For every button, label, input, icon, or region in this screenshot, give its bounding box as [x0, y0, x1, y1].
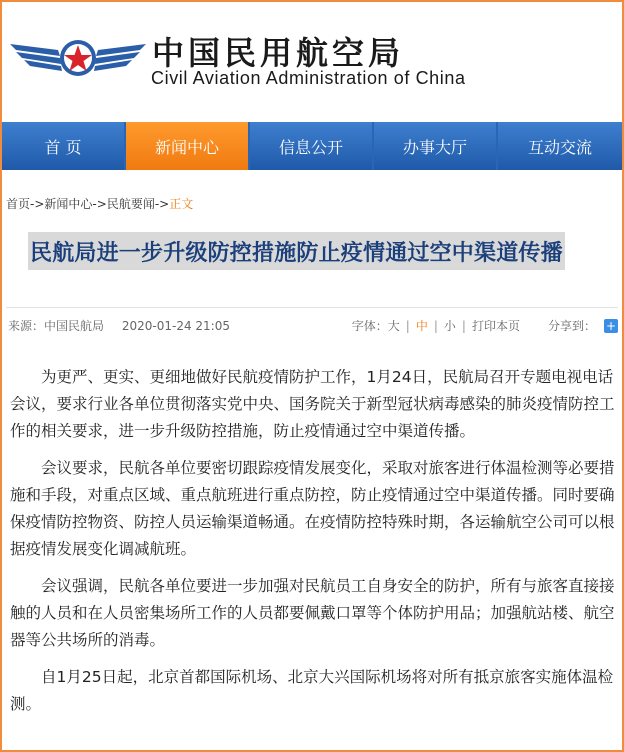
article-paragraph: 会议强调，民航各单位要进一步加强对民航员工自身安全的防护，所有与旅客直接接触的人员和在人员密集场所工作的人员都要佩戴口罩等个体防护用品；加强航站楼、航空器等公共场所的消毒。 [10, 577, 615, 649]
nav-item-home[interactable]: 首 页 [2, 122, 124, 170]
breadcrumb-separator: -> [30, 197, 45, 211]
font-size-small[interactable]: 小 [443, 319, 456, 333]
article-title: 民航局进一步升级防控措施防止疫情通过空中渠道传播 [30, 240, 563, 266]
article-body [10, 364, 620, 728]
site-header [2, 2, 622, 114]
article-paragraph: 为更严、更实、更细地做好民航疫情防护工作，1月24日，民航局召开专题电视电话会议，要求行业各单位贯彻落实党中央、国务院关于新型冠状病毒感染的肺炎疫情防控工作的相关要求，进一步升级防控措施，防止疫情通过空中渠道传播。 [10, 368, 615, 440]
article-paragraph: 会议要求，民航各单位要密切跟踪疫情发展变化，采取对旅客进行体温检测等必要措施和手段，对重点区域、重点航班进行重点防控，防止疫情通过空中渠道传播。同时要确保疫情防控物资、防控人员运输渠道畅通。在疫情防控特殊时期，各运输航空公司可以根据疫情发展变化调减航班。 [10, 459, 615, 558]
separator: | [405, 318, 410, 333]
font-size-large[interactable]: 大 [387, 319, 400, 333]
breadcrumb [6, 195, 193, 212]
print-link[interactable]: 打印本页 [471, 319, 520, 333]
font-size-label: 字体： [351, 319, 388, 333]
breadcrumb-link-home[interactable]: 首页 [6, 197, 31, 211]
nav-item-interaction[interactable]: 互动交流 [498, 122, 622, 170]
nav-item-news[interactable]: 新闻中心 [126, 122, 248, 170]
separator: | [433, 318, 438, 333]
breadcrumb-separator: -> [92, 197, 107, 211]
font-size-medium[interactable]: 中 [415, 319, 428, 333]
article-title-wrap [28, 232, 565, 270]
breadcrumb-link-headlines[interactable]: 民航要闻 [106, 197, 155, 211]
article-meta [8, 317, 618, 335]
breadcrumb-link-news[interactable]: 新闻中心 [44, 197, 93, 211]
share-label: 分享到： [547, 319, 596, 333]
caac-logo-icon[interactable] [8, 36, 148, 82]
share-plus-icon[interactable]: + [605, 318, 617, 333]
breadcrumb-current: 正文 [169, 197, 194, 211]
brand-name-cn: 中国民用航空局 [152, 34, 405, 72]
main-nav [2, 122, 622, 170]
breadcrumb-separator: -> [154, 197, 170, 211]
nav-item-services[interactable]: 办事大厅 [374, 122, 496, 170]
article-paragraph: 自1月25日起，北京首都国际机场、北京大兴国际机场将对所有抵京旅客实施体温检测。 [10, 668, 614, 713]
brand-name-en: Civil Aviation Administration of China [151, 68, 466, 88]
article-date: 2020-01-24 21:05 [121, 319, 230, 333]
nav-item-info[interactable]: 信息公开 [250, 122, 372, 170]
separator: | [461, 318, 466, 333]
divider [6, 307, 618, 308]
article-source: 来源：中国民航局 [8, 319, 105, 333]
